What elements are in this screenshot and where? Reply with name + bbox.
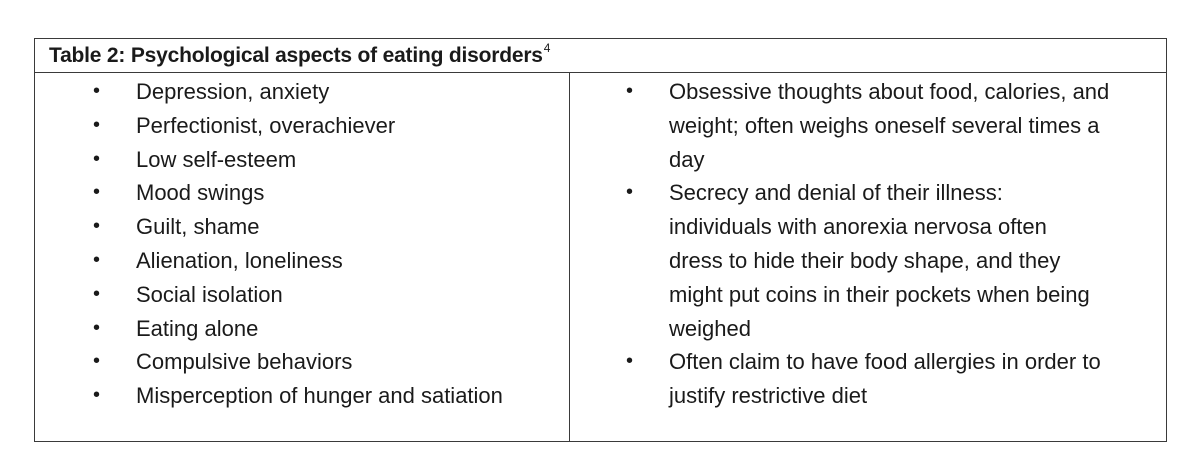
table-title [49,41,551,68]
list-item-text: Perfectionist, overachiever [136,112,396,138]
list-item-line: weighed [669,315,751,341]
list-item [35,109,569,143]
list-item [35,143,569,177]
list-item [35,345,569,379]
bullet-icon: • [93,248,101,271]
list-item-text: Mood swings [136,180,265,206]
list-item-text: Social isolation [136,281,283,307]
list-item-line: individuals with anorexia nervosa often [669,214,1047,240]
bullet-icon: • [626,350,634,373]
list-item [35,244,569,278]
bullet-icon: • [93,350,101,373]
left-column-list [35,75,569,413]
bullet-icon: • [626,181,634,204]
list-item-text: Low self-esteem [136,146,297,172]
list-item-text: Alienation, loneliness [136,247,343,273]
list-item [35,278,569,312]
list-item-line: might put coins in their pockets when being [669,281,1090,307]
list-item [35,210,569,244]
bullet-icon: • [93,181,101,204]
list-item-line: day [669,146,705,172]
bullet-icon: • [93,282,101,305]
bullet-icon: • [626,80,634,102]
list-item [570,75,1167,176]
right-column-list [570,75,1167,413]
list-item-line: dress to hide their body shape, and they [669,247,1061,273]
bullet-icon: • [93,384,101,407]
psychological-aspects-table [34,38,1167,442]
list-item [35,379,569,413]
list-item-text: Depression, anxiety [136,79,330,104]
list-item-text: Misperception of hunger and satiation [136,383,503,409]
table-title-row [35,39,1166,73]
list-item-line: weight; often weighs oneself several times a [669,112,1100,138]
list-item [35,176,569,210]
list-item-line: Secrecy and denial of their illness: [669,180,1003,206]
bullet-icon: • [93,316,101,339]
list-item [570,345,1167,413]
table-title-text: Table 2: Psychological aspects of eating disorders [49,44,543,67]
list-item-line: justify restrictive diet [669,383,868,409]
bullet-icon: • [93,80,101,102]
list-item [570,176,1167,345]
bullet-icon: • [93,113,101,136]
list-item-line: Often claim to have food allergies in order to [669,349,1101,375]
bullet-icon: • [93,215,101,238]
list-item [35,312,569,346]
list-item-text: Compulsive behaviors [136,349,353,375]
list-item-line: Obsessive thoughts about food, calories, and [669,79,1110,104]
list-item-text: Guilt, shame [136,214,260,240]
bullet-icon: • [93,147,101,170]
list-item-text: Eating alone [136,315,259,341]
list-item [35,75,569,109]
footnote-reference: 4 [543,41,551,55]
